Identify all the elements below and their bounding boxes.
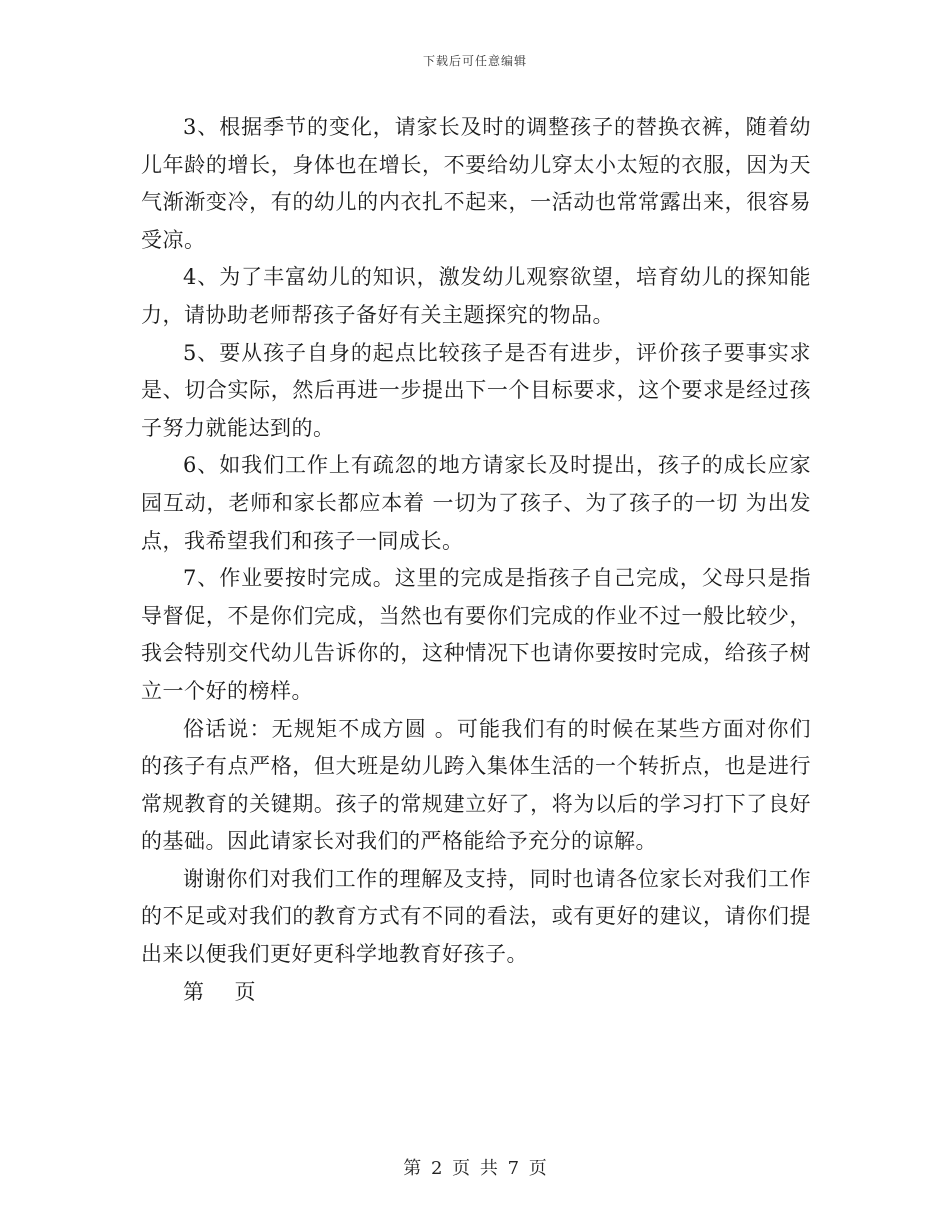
page-footer: 第 2 页 共 7 页 bbox=[403, 1158, 547, 1179]
paragraph-thanks: 谢谢你们对我们工作的理解及支持，同时也请各位家长对我们工作的不足或对我们的教育方式有不同的看法，或有更好的建议，请你们提出来以便我们更好更科学地教育好孩子。 bbox=[141, 866, 811, 967]
paragraph-item-3: 3、根据季节的变化，请家长及时的调整孩子的替换衣裤，随着幼儿年龄的增长，身体也在增长，不要给幼儿穿太小太短的衣服，因为天气渐渐变冷，有的幼儿的内衣扎不起来，一活动也常常露出来，很容易受凉。 bbox=[141, 115, 811, 252]
document-body bbox=[141, 109, 811, 1011]
paragraph-proverb: 俗话说：无规矩不成方圆 。可能我们有的时候在某些方面对你们的孩子有点严格，但大班是幼儿跨入集体生活的一个转折点，也是进行常规教育的关键期。孩子的常规建立好了，将为以后的学习打下了良好的基础。因此请家长对我们的严格能给予充分的谅解。 bbox=[141, 716, 811, 854]
page-mark-second: 页 bbox=[234, 979, 256, 1004]
paragraph-item-7: 7、作业要按时完成。这里的完成是指孩子自己完成，父母只是指导督促，不是你们完成，当然也有要你们完成的作业不过一般比较少，我会特别交代幼儿告诉你的，这种情况下也请你要按时完成，给孩子树立一个好的榜样。 bbox=[141, 566, 811, 703]
page-mark-first: 第 bbox=[183, 979, 205, 1004]
paragraph-item-6: 6、如我们工作上有疏忽的地方请家长及时提出，孩子的成长应家园互动，老师和家长都应本着 一切为了孩子、为了孩子的一切 为出发点，我希望我们和孩子一同成长。 bbox=[141, 453, 811, 553]
paragraph-item-4: 4、为了丰富幼儿的知识，激发幼儿观察欲望，培育幼儿的探知能力，请协助老师帮孩子备好有关主题探究的物品。 bbox=[141, 265, 811, 327]
page-header: 下载后可任意编辑 bbox=[422, 54, 527, 68]
inline-page-mark bbox=[141, 974, 811, 1012]
paragraph-item-5: 5、要从孩子自身的起点比较孩子是否有进步，评价孩子要事实求是、切合实际，然后再进一步提出下一个目标要求，这个要求是经过孩子努力就能达到的。 bbox=[141, 340, 811, 440]
